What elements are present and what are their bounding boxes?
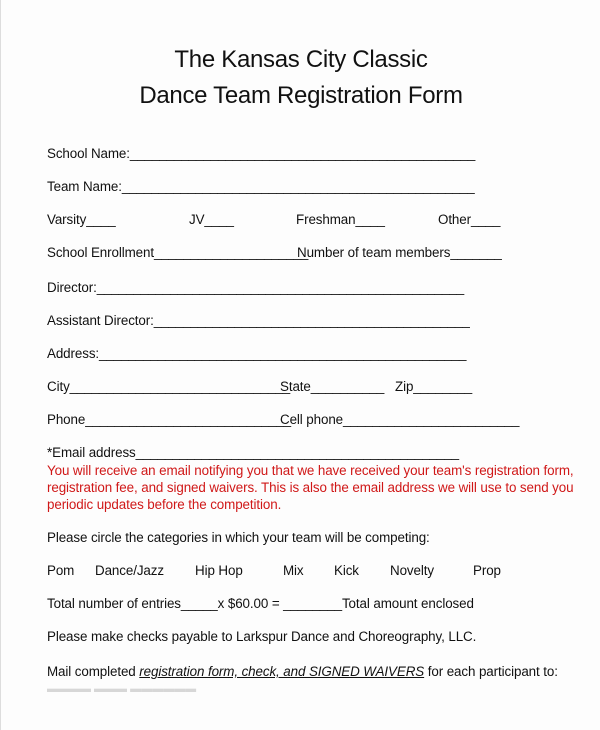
team-name-field[interactable]: Team Name:________________________________________________: [47, 179, 475, 194]
category-novelty[interactable]: Novelty: [390, 563, 434, 578]
jv-field[interactable]: JV____: [189, 212, 234, 227]
category-pom[interactable]: Pom: [47, 563, 75, 578]
phone-row: [47, 412, 540, 430]
varsity-field[interactable]: Varsity____: [47, 212, 116, 227]
category-kick[interactable]: Kick: [334, 563, 359, 578]
checks-payable-note: Please make checks payable to Larkspur Dance and Choreography, LLC.: [47, 629, 477, 644]
school-name-field[interactable]: School Name:_______________________________________________: [47, 146, 476, 161]
category-dance-jazz[interactable]: Dance/Jazz: [95, 563, 164, 578]
team-level-row: [47, 212, 540, 230]
assistant-director-field[interactable]: Assistant Director:___________________________________________: [47, 313, 470, 328]
director-field[interactable]: Director:__________________________________________________: [47, 280, 465, 295]
total-entries-field[interactable]: Total number of entries_____x $60.00 = ________Total amount enclosed: [47, 596, 474, 611]
cell-phone-field[interactable]: Cell phone________________________: [280, 412, 520, 427]
phone-field[interactable]: Phone____________________________: [47, 412, 291, 427]
mail-required-items: registration form, check, and SIGNED WAIVERS: [139, 664, 425, 679]
mail-suffix: for each participant to:: [424, 664, 558, 679]
form-title-line1: The Kansas City Classic: [174, 46, 428, 73]
form-title-line2: Dance Team Registration Form: [139, 82, 463, 109]
address-field[interactable]: Address:__________________________________________________: [47, 346, 467, 361]
email-notice-line2: registration fee, and signed waivers. This is also the email address we will use to send you: [47, 480, 574, 495]
school-enrollment-field[interactable]: School Enrollment_____________________: [47, 245, 309, 260]
category-prop[interactable]: Prop: [473, 563, 501, 578]
other-field[interactable]: Other____: [438, 212, 501, 227]
team-members-field[interactable]: Number of team members_______: [297, 245, 502, 260]
city-field[interactable]: City______________________________: [47, 379, 291, 394]
category-mix[interactable]: Mix: [283, 563, 304, 578]
faded-address-text: ▬▬▬▬ ▬▬▬ ▬▬▬▬▬▬: [47, 683, 197, 695]
freshman-field[interactable]: Freshman____: [296, 212, 385, 227]
mail-instructions: [47, 664, 558, 679]
state-field[interactable]: State__________: [280, 379, 385, 394]
category-hip-hop[interactable]: Hip Hop: [195, 563, 243, 578]
categories-row: [47, 563, 540, 581]
email-notice-line1: You will receive an email notifying you that we have received your team's registration form,: [47, 463, 574, 478]
enrollment-row: [47, 245, 540, 263]
zip-field[interactable]: Zip________: [395, 379, 473, 394]
email-notice-line3: periodic updates before the competition.: [47, 497, 282, 512]
mail-prefix: Mail completed: [47, 664, 140, 679]
categories-instruction: Please circle the categories in which your team will be competing:: [47, 530, 430, 545]
email-field[interactable]: *Email address____________________________________________: [47, 445, 459, 460]
city-state-zip-row: [47, 379, 540, 397]
